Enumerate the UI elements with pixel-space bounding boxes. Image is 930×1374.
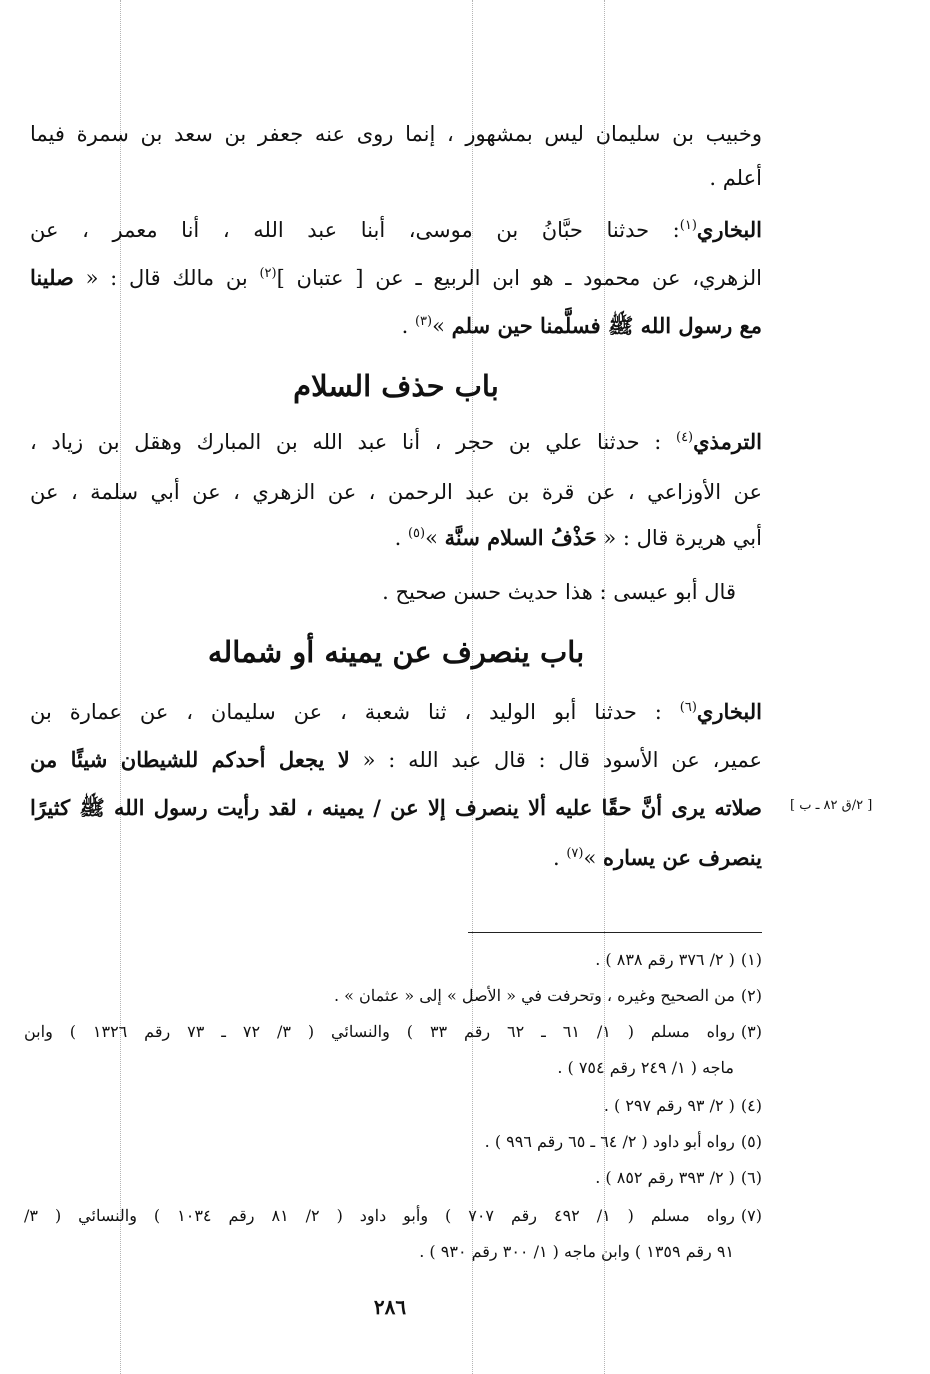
hadith-line — [30, 426, 762, 458]
hadith-text: . — [552, 846, 567, 870]
grading-line: قال أبو عيسى : هذا حديث حسن صحيح . — [382, 580, 736, 604]
footnote-ref: (٦) — [679, 700, 697, 715]
hadith-text: أبي هريرة قال : « — [596, 526, 762, 550]
hadith-quote: لا يجعل أحدكم للشيطان شيئًا من — [30, 747, 350, 772]
chapter-heading: باب ينصرف عن يمينه أو شماله — [207, 635, 585, 669]
hadith-line — [395, 522, 762, 554]
hadith-line — [30, 262, 762, 294]
footnote-item — [334, 984, 762, 1008]
narrator-name: البخاري — [696, 217, 762, 242]
footnote-number: (٥) — [740, 1132, 762, 1151]
hadith-text: : حدثنا أبو الوليد ، ثنا شعبة ، عن سليمان ، عن عمارة بن — [30, 700, 680, 724]
footnote-ref: (٥) — [407, 526, 426, 541]
hadith-quote: حَذْفُ السلام سنَّة — [444, 525, 597, 550]
footnote-text: ( ٢/ ٣٧٦ رقم ٨٣٨ ) . — [595, 950, 735, 969]
scan-guide-line — [120, 0, 121, 1374]
footnote-ref: (٧) — [566, 846, 584, 861]
hadith-text: » — [425, 526, 445, 550]
footnote-item — [595, 948, 762, 972]
hadith-text: عمير، عن الأسود قال : قال عبد الله : « — [349, 748, 762, 772]
hadith-text: » — [432, 314, 452, 338]
chapter-heading: باب حذف السلام — [293, 369, 499, 403]
footnote-text: ( ٢/ ٣٩٣ رقم ٨٥٢ ) . — [595, 1168, 735, 1187]
hadith-line — [30, 744, 762, 776]
hadith-line — [30, 696, 762, 728]
narrator-name: البخاري — [696, 699, 762, 724]
body-line: أعلم . — [709, 166, 762, 190]
hadith-text: » — [583, 846, 603, 870]
manuscript-folio-note: [ ٢/ق ٨٢ ـ ب ] — [790, 798, 873, 813]
body-line: وخبيب بن سليمان ليس بمشهور ، إنما روى عنه جعفر بن سعد بن سمرة فيما — [30, 122, 762, 146]
footnote-number: (٣) — [740, 1022, 762, 1041]
footnote-continuation: ماجه ( ١/ ٢٤٩ رقم ٧٥٤ ) . — [557, 1058, 734, 1077]
footnote-ref: (٣) — [414, 314, 433, 329]
footnote-number: (٤) — [740, 1096, 762, 1115]
hadith-line — [553, 842, 762, 874]
hadith-line: عن الأوزاعي ، عن قرة بن عبد الرحمن ، عن الزهري ، عن أبي سلمة ، عن — [30, 480, 762, 504]
hadith-text: : حدثنا حبَّانُ بن موسى، أبنا عبد الله ، أنا معمر ، عن — [30, 218, 680, 242]
footnote-text: رواه أبو داود ( ٢/ ٦٤ ـ ٦٥ رقم ٩٩٦ ) . — [484, 1132, 735, 1151]
hadith-quote: مع رسول الله ﷺ فسلَّمنا حين سلم — [451, 313, 762, 338]
footnote-text: رواه مسلم ( ١/ ٤٩٢ رقم ٧٠٧ ) وأبو داود ( ٢/ ٨١ رقم ١٠٣٤ ) والنسائي ( ٣/ — [24, 1206, 735, 1225]
page-number: ٢٨٦ — [373, 1295, 407, 1319]
footnote-ref: (٤) — [675, 430, 694, 445]
footnote-text: رواه مسلم ( ١/ ٦١ ـ ٦٢ رقم ٣٣ ) والنسائي ( ٣/ ٧٢ ـ ٧٣ رقم ١٣٢٦ ) وابن — [24, 1022, 735, 1041]
footnote-item — [24, 1020, 762, 1044]
scan-guide-line — [472, 0, 473, 1374]
footnote-item — [604, 1094, 762, 1118]
hadith-text: : حدثنا علي بن حجر ، أنا عبد الله بن المبارك وهقل بن زياد ، — [30, 430, 676, 454]
hadith-line — [402, 310, 762, 342]
footnote-ref: (١) — [679, 218, 697, 233]
footnote-continuation: ٩١ رقم ١٣٥٩ ) وابن ماجه ( ١/ ٣٠٠ رقم ٩٣٠ ) . — [419, 1242, 734, 1261]
hadith-text: . — [401, 314, 415, 338]
footnote-item — [595, 1166, 762, 1190]
footnote-text: ( ٢/ ٩٣ رقم ٢٩٧ ) . — [603, 1096, 735, 1115]
footnote-number: (٢) — [740, 986, 762, 1005]
narrator-name: الترمذي — [693, 429, 762, 454]
hadith-quote: ينصرف عن يساره — [602, 845, 762, 870]
footnote-number: (٧) — [740, 1206, 762, 1225]
footnote-separator — [468, 932, 762, 933]
hadith-text: بن مالك قال : « — [73, 266, 260, 290]
hadith-line — [30, 214, 762, 246]
hadith-text: الزهري، عن محمود ـ هو ابن الربيع ـ عن [ عتبان ] — [276, 266, 762, 290]
footnote-text: من الصحيح وغيره ، وتحرفت في « الأصل » إلى « عثمان » . — [333, 986, 735, 1005]
footnote-number: (١) — [740, 950, 762, 969]
hadith-line: صلاته يرى أنَّ حقًا عليه ألا ينصرف إلا عن / يمينه ، لقد رأيت رسول الله ﷺ كثيرًا — [30, 795, 762, 820]
footnote-item — [24, 1204, 762, 1228]
footnote-number: (٦) — [740, 1168, 762, 1187]
hadith-text: . — [394, 526, 408, 550]
footnote-ref: (٢) — [259, 266, 277, 281]
footnote-item — [485, 1130, 762, 1154]
hadith-quote: صلينا — [30, 265, 74, 290]
